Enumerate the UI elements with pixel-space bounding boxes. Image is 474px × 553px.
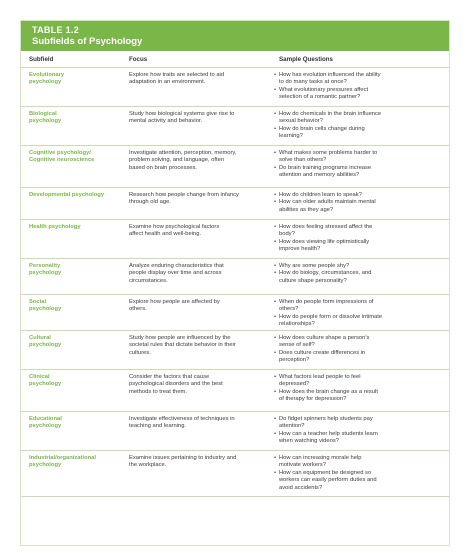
focus-text-line: adaptation in an environment. [129, 79, 206, 86]
sample-question-text: solve than others? [279, 157, 327, 164]
column-header-row [21, 51, 449, 68]
table-row [21, 331, 449, 370]
sample-question-line [279, 133, 449, 140]
sample-question-text: others? [279, 306, 299, 313]
sample-question-text: body? [279, 231, 295, 238]
subfield-name-line: Cultural [29, 335, 51, 341]
sample-question-line [274, 335, 449, 342]
sample-questions-cell [263, 72, 449, 106]
focus-text-line: cultures. [129, 349, 151, 356]
sample-question-text: What factors lead people to feel [279, 374, 361, 380]
subfield-name-line: Biological [29, 111, 57, 117]
sample-questions-cell [263, 111, 449, 145]
sample-question-line [279, 342, 449, 349]
table-row [21, 220, 449, 259]
sample-question-line [279, 485, 449, 492]
sample-question-text: avoid accidents? [279, 484, 323, 491]
sample-question-text: selection of a romantic partner? [279, 94, 361, 101]
column-header-focus: Focus [129, 55, 148, 63]
table-title: Subfields of Psychology [32, 36, 143, 47]
subfield-name-line: Cognitive neuroscience [29, 157, 95, 164]
sample-question-line [274, 164, 449, 172]
sample-questions-cell [263, 192, 449, 219]
sample-question-text: How do children learn to speak? [279, 192, 362, 198]
sample-questions-cell [263, 335, 449, 369]
focus-text-line: Investigate effectiveness of techniques in [129, 416, 235, 422]
sample-question-line [274, 374, 449, 381]
sample-question-text: How does culture shape a person's [279, 335, 370, 341]
subfield-cell [21, 416, 126, 450]
sample-question-text: workers can easily perform duties and [279, 477, 377, 484]
sample-question-line [274, 416, 449, 423]
table-header [21, 21, 449, 51]
sample-questions-cell [263, 416, 449, 450]
sample-question-line [279, 381, 449, 388]
sample-question-text: How has evolution influenced the ability [279, 72, 381, 78]
table-frame [20, 20, 450, 546]
sample-question-text: How does the brain change as a result [279, 388, 378, 395]
focus-text-line: based on brain processes. [129, 164, 197, 171]
focus-text-line: societal rules that dictate behavior in their [129, 342, 236, 349]
focus-text-line: Research how people change from infancy [129, 192, 239, 198]
subfield-cell [21, 224, 126, 258]
focus-cell [126, 374, 263, 411]
sample-question-text: learning? [279, 133, 303, 140]
sample-question-text: How does feeling stressed affect the [279, 224, 373, 230]
sample-question-text: culture shape personality? [279, 277, 347, 284]
bullet-icon: • [274, 86, 277, 93]
focus-text-line: teaching and learning. [129, 423, 187, 430]
sample-question-line [274, 150, 449, 157]
focus-text-line: Consider the factors that cause [129, 374, 210, 380]
bullet-icon: • [274, 455, 277, 461]
sample-question-text: Does culture create differences in [279, 349, 366, 356]
sample-question-text: relationships? [279, 321, 315, 328]
subfield-name-line: Social [29, 299, 47, 305]
sample-question-line [274, 238, 449, 246]
sample-question-line [274, 125, 449, 133]
focus-cell [126, 192, 263, 219]
sample-question-text: What evolutionary pressures affect [279, 86, 369, 93]
subfield-name-line: psychology [29, 381, 62, 388]
sample-question-text: How does viewing life optimistically [279, 238, 370, 245]
sample-question-text: attention? [279, 423, 305, 430]
bullet-icon: • [274, 299, 277, 305]
bullet-icon: • [274, 430, 277, 437]
sample-question-line [279, 396, 449, 403]
sample-question-line [279, 357, 449, 364]
sample-question-line [279, 321, 449, 328]
focus-cell [126, 263, 263, 294]
focus-text-line: Study how people are influenced by the [129, 335, 231, 341]
sample-question-line [274, 111, 449, 118]
sample-question-line [279, 79, 449, 86]
focus-text-line: through old age. [129, 199, 171, 206]
sample-question-line [279, 278, 449, 285]
column-header-sample-questions: Sample Questions [279, 55, 333, 63]
bullet-icon: • [274, 335, 277, 341]
column-header-subfield: Subfield [29, 55, 54, 63]
sample-question-line [274, 199, 449, 206]
bullet-icon: • [274, 349, 277, 356]
sample-question-line [279, 231, 449, 238]
sample-question-text: motivate workers? [279, 462, 327, 469]
focus-text-line: others. [129, 306, 147, 313]
subfield-cell [21, 374, 126, 411]
focus-text-line: people display over time and across [129, 270, 222, 277]
focus-text-line: Investigate attention, perception, memory, [129, 150, 237, 156]
sample-question-line [279, 423, 449, 430]
table-row [21, 259, 449, 295]
sample-question-text: Do brain training programs increase [279, 164, 372, 171]
sample-questions-cell [263, 299, 449, 330]
bullet-icon: • [274, 374, 277, 380]
sample-question-text: How do brain cells change during [279, 125, 365, 132]
sample-question-line [274, 313, 449, 321]
sample-question-text: How can older adults maintain mental [279, 199, 376, 206]
sample-question-line [279, 172, 449, 179]
table-row [21, 146, 449, 188]
focus-text-line: Analyze enduring characteristics that [129, 263, 224, 269]
sample-question-line [274, 388, 449, 396]
subfield-name-line: Evolutionary [29, 72, 65, 78]
subfield-name-line: Industrial/organizational [29, 455, 96, 461]
subfield-name-line: Cognitive psychology/ [29, 150, 91, 156]
sample-question-text: perception? [279, 357, 310, 364]
sample-question-line [274, 263, 449, 270]
sample-question-line [274, 430, 449, 438]
sample-questions-cell [263, 263, 449, 294]
sample-question-line [279, 246, 449, 253]
subfield-name-line: psychology [29, 306, 62, 313]
subfield-cell [21, 72, 126, 106]
sample-question-line [279, 118, 449, 125]
bullet-icon: • [274, 313, 277, 320]
subfield-cell [21, 263, 126, 294]
sample-question-text: Why are some people shy? [279, 263, 350, 269]
bullet-icon: • [274, 111, 277, 117]
sample-question-text: What makes some problems harder to [279, 150, 378, 156]
sample-question-line [274, 270, 449, 277]
sample-question-text: How can equipment be designed so [279, 469, 372, 476]
table-row [21, 295, 449, 331]
sample-question-text: When do people form impressions of [279, 299, 374, 305]
subfield-name-line: psychology [29, 423, 62, 430]
subfield-name-line: psychology [29, 79, 62, 86]
bullet-icon: • [274, 469, 277, 476]
focus-text-line: psychological disorders and the best [129, 381, 223, 388]
sample-question-line [279, 477, 449, 484]
table-row [21, 68, 449, 107]
bullet-icon: • [274, 416, 277, 422]
sample-question-text: attention and memory abilities? [279, 172, 360, 179]
sample-questions-cell [263, 150, 449, 187]
sample-questions-cell [263, 374, 449, 411]
sample-question-text: to do many tasks at once? [279, 79, 347, 86]
bullet-icon: • [274, 199, 277, 206]
sample-question-line [274, 469, 449, 477]
bullet-icon: • [274, 192, 277, 198]
subfield-name-line: Clinical [29, 374, 50, 380]
sample-question-line [279, 94, 449, 101]
sample-question-line [279, 306, 449, 313]
table-row [21, 451, 449, 497]
focus-cell [126, 224, 263, 258]
table-row [21, 412, 449, 451]
focus-text-line: methods to treat them. [129, 388, 187, 395]
focus-text-line: circumstances. [129, 277, 168, 284]
subfield-cell [21, 192, 126, 219]
subfield-name-line: Health psychology [29, 224, 81, 230]
bullet-icon: • [274, 150, 277, 156]
subfield-name-line: Personality [29, 263, 61, 269]
focus-text-line: the workplace. [129, 462, 167, 469]
bullet-icon: • [274, 238, 277, 245]
bullet-icon: • [274, 224, 277, 230]
sample-question-line [274, 86, 449, 94]
sample-question-line [274, 455, 449, 462]
table-row [21, 188, 449, 220]
subfield-cell [21, 335, 126, 369]
subfield-cell [21, 111, 126, 145]
sample-question-line [279, 207, 449, 214]
sample-question-text: when watching videos? [279, 438, 339, 445]
sample-question-line [279, 157, 449, 164]
bullet-icon: • [274, 270, 277, 277]
subfield-name-line: psychology [29, 118, 62, 125]
bullet-icon: • [274, 72, 277, 78]
focus-cell [126, 416, 263, 450]
bullet-icon: • [274, 125, 277, 132]
subfield-name-line: Developmental psychology [29, 192, 105, 198]
sample-question-text: improve health? [279, 246, 321, 253]
focus-text-line: Study how biological systems give rise to [129, 111, 235, 117]
sample-question-text: How do chemicals in the brain influence [279, 111, 382, 117]
sample-question-text: How can a teacher help students learn [279, 430, 378, 437]
sample-question-line [274, 72, 449, 79]
focus-text-line: Explore how people are affected by [129, 299, 220, 305]
sample-question-line [279, 462, 449, 469]
focus-cell [126, 150, 263, 187]
sample-question-text: abilities as they age? [279, 206, 334, 213]
subfield-name-line: psychology [29, 270, 62, 277]
focus-cell [126, 72, 263, 106]
focus-cell [126, 335, 263, 369]
table-label: TABLE 1.2 [32, 25, 80, 35]
sample-question-text: sense of self? [279, 342, 315, 349]
sample-question-line [274, 349, 449, 357]
sample-question-text: sexual behavior? [279, 118, 323, 125]
sample-question-text: Do fidget spinners help students pay [279, 416, 373, 422]
bullet-icon: • [274, 388, 277, 395]
sample-question-line [279, 438, 449, 445]
sample-question-line [274, 192, 449, 199]
focus-text-line: Examine how psychological factors [129, 224, 220, 230]
focus-cell [126, 299, 263, 330]
subfield-name-line: psychology [29, 462, 62, 469]
sample-questions-cell [263, 224, 449, 258]
focus-cell [126, 455, 263, 496]
subfield-cell [21, 455, 126, 496]
bullet-icon: • [274, 263, 277, 269]
sample-questions-cell [263, 455, 449, 496]
sample-question-text: of therapy for depression? [279, 396, 347, 403]
sample-question-text: How can increasing morale help [279, 455, 362, 461]
sample-question-line [274, 299, 449, 306]
focus-text-line: mental activity and behavior. [129, 118, 203, 125]
focus-text-line: problem solving, and language, often [129, 157, 225, 164]
focus-text-line: affect health and well-being. [129, 231, 202, 238]
focus-text-line: Explore how traits are selected to aid [129, 72, 225, 78]
sample-question-text: How do people form or dissolve intimate [279, 313, 383, 320]
subfield-name-line: Educational [29, 416, 62, 422]
sample-question-line [274, 224, 449, 231]
table-body [21, 68, 449, 497]
table-row [21, 370, 449, 412]
subfield-cell [21, 150, 126, 187]
focus-cell [126, 111, 263, 145]
subfield-cell [21, 299, 126, 330]
bullet-icon: • [274, 164, 277, 171]
focus-text-line: Examine issues pertaining to industry and [129, 455, 237, 461]
sample-question-text: How do biology, circumstances, and [279, 270, 372, 277]
table-row [21, 107, 449, 146]
subfield-name-line: psychology [29, 342, 62, 349]
sample-question-text: depressed? [279, 381, 310, 388]
